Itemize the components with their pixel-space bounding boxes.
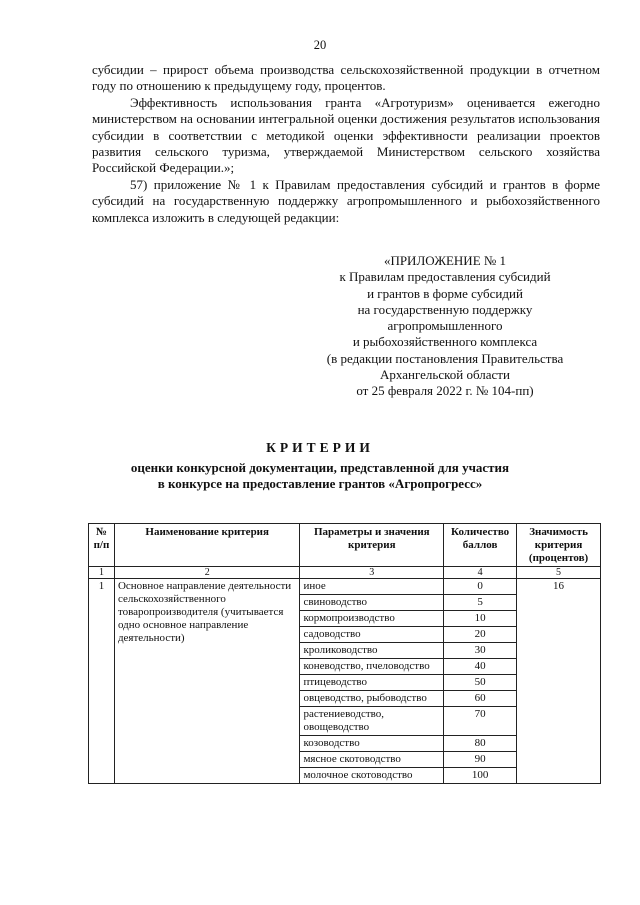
param-points: 40 xyxy=(444,659,517,675)
param-points: 30 xyxy=(444,643,517,659)
criteria-subtitle xyxy=(0,460,640,492)
column-number: 2 xyxy=(114,567,300,579)
table-header-row xyxy=(89,524,601,567)
param-points: 90 xyxy=(444,752,517,768)
paragraph-1: субсидии – прирост объема производства сельскохозяйственной продукции в отчетном году по отношению к предыдущему году, процентов. xyxy=(92,62,600,94)
criteria-subtitle-line: в конкурсе на предоставление грантов «Агропрогресс» xyxy=(157,476,483,491)
param-label: растениеводство, овощеводство xyxy=(300,707,444,736)
param-points: 80 xyxy=(444,736,517,752)
appendix-line: Архангельской области xyxy=(380,367,510,383)
criterion-weight: 16 xyxy=(517,579,601,784)
param-points: 70 xyxy=(444,707,517,736)
header-params: Параметры и значения критерия xyxy=(300,524,444,567)
row-num: 1 xyxy=(89,579,115,784)
param-label: коневодство, пчеловодство xyxy=(300,659,444,675)
page-number: 20 xyxy=(313,38,327,52)
header-name: Наименование критерия xyxy=(114,524,300,567)
param-points: 60 xyxy=(444,691,517,707)
param-label: овцеводство, рыбоводство xyxy=(300,691,444,707)
column-number: 3 xyxy=(300,567,444,579)
appendix-line: и рыбохозяйственного комплекса xyxy=(352,334,538,350)
column-number: 1 xyxy=(89,567,115,579)
appendix-line: агропромышленного xyxy=(387,318,503,334)
column-number-row xyxy=(89,567,601,579)
criteria-title: КРИТЕРИИ xyxy=(266,440,374,455)
param-label: птицеводство xyxy=(300,675,444,691)
criteria-table xyxy=(88,523,601,784)
param-label: кролиководство xyxy=(300,643,444,659)
column-number: 5 xyxy=(517,567,601,579)
body-text xyxy=(92,62,600,226)
appendix-line: к Правилам предоставления субсидий xyxy=(339,269,551,285)
param-points: 20 xyxy=(444,627,517,643)
header-num: № п/п xyxy=(89,524,115,567)
criteria-subtitle-line: оценки конкурсной документации, представленной для участия xyxy=(130,460,510,475)
param-label: козоводство xyxy=(300,736,444,752)
header-points: Количество баллов xyxy=(444,524,517,567)
param-label: кормопроизводство xyxy=(300,611,444,627)
param-points: 50 xyxy=(444,675,517,691)
param-label: молочное скотоводство xyxy=(300,768,444,784)
param-label: иное xyxy=(300,579,444,595)
column-number: 4 xyxy=(444,567,517,579)
appendix-line: на государственную поддержку xyxy=(357,301,533,317)
param-label: мясное скотоводство xyxy=(300,752,444,768)
param-points: 100 xyxy=(444,768,517,784)
criterion-name: Основное направление деятельности сельскохозяйственного товаропроизводителя (учитывается одно основное направление деятельности) xyxy=(114,579,300,784)
paragraph-2: Эффективность использования гранта «Агротуризм» оценивается ежегодно министерством на основании интегральной оценки достижения результатов использования субсидии в соответствии с методикой оценки эффективности реализации проектов развития сельского туризма, утверждаемой Министерством сельского хозяйства Российской Федерации.»; xyxy=(92,94,600,176)
appendix-line: от 25 февраля 2022 г. № 104-пп) xyxy=(356,383,534,399)
param-label: свиноводство xyxy=(300,595,444,611)
param-points: 5 xyxy=(444,595,517,611)
param-points: 0 xyxy=(444,579,517,595)
appendix-line: и грантов в форме субсидий xyxy=(367,285,523,301)
paragraph-3: 57) приложение № 1 к Правилам предоставления субсидий и грантов в форме субсидий на государственную поддержку агропромышленного и рыбохозяйственного комплекса изложить в следующей редакции: xyxy=(92,176,600,225)
param-points: 10 xyxy=(444,611,517,627)
table-row xyxy=(89,579,601,595)
param-label: садоводство xyxy=(300,627,444,643)
appendix-line: «ПРИЛОЖЕНИЕ № 1 xyxy=(383,253,507,268)
appendix-line: (в редакции постановления Правительства xyxy=(326,350,564,366)
appendix-header xyxy=(300,253,590,400)
header-weight: Значимость критерия (процентов) xyxy=(517,524,601,567)
